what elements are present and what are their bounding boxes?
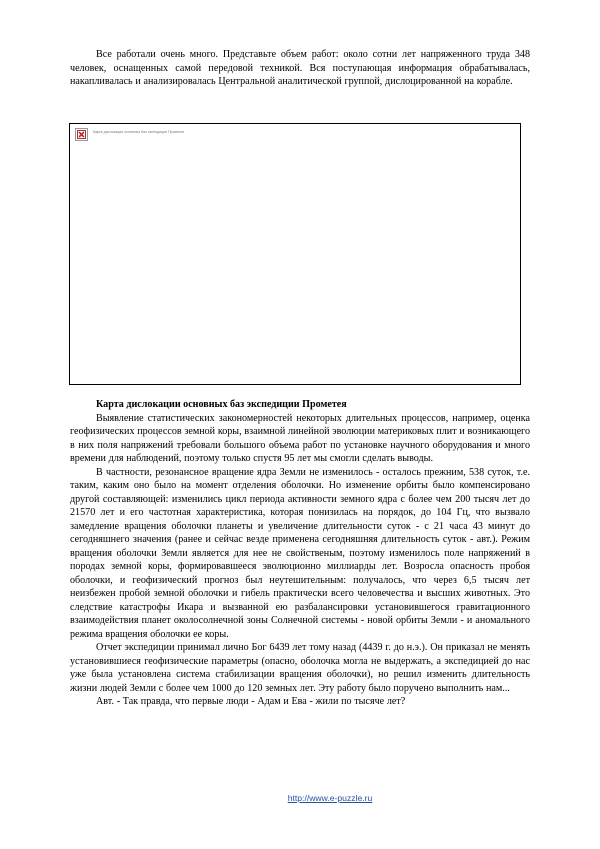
body-paragraph-1: Выявление статистических закономерностей некоторых длительных процессов, например, оценка геофизических процессов земной коры, взаимной линейной эволюции материковых плит и возникающего в них поля напряжений требовали большого объема работ по установке научного оборудования и много времени для наблюдений, поэтому только спустя 95 лет мы смогли сделать выводы. xyxy=(70,412,530,464)
body-paragraph-2: В частности, резонансное вращение ядра Земли не изменилось - осталось прежним, 538 суток, т.е. таким, каким оно было на момент отделения оболочки. Но изменение орбиты было компенсировано другой составляющей: изменились цикл периода активности земного ядра с более чем 200 тысяч лет до 21570 лет и его частотная характеристика, которая понизилась на порядок, до 104 Гц, что вызвало замедление вращения оболочки планеты и увеличение длительности суток - с 21 часа 43 минут до сегодняшнего значения (ранее и сейчас везде применена сегодняшняя длительность суток - авт.). Режим вращения оболочки Земли является для нее не свойственым, поэтому изменилось поле напряжений в породах земной коры, формировавшееся эволюционно миллиарды лет. Возросла опасность пробоя оболочки, и геофизический прогноз был неутешительным: получалось, что через 6,5 тысяч лет неизбежен пробой земной оболочки и гибель практически всего человечества и высших животных. Это следствие катастрофы Икара и вызванной ею разбалансировки установившегося гравитационного взаимодействия планет околосолнечной зоны Солнечной системы - новой орбиты Земли - и аномального режима вращения оболочки ее коры. xyxy=(70,466,530,640)
body-paragraph-4: Авт. - Так правда, что первые люди - Адам и Ева - жили по тысяче лет? xyxy=(96,696,406,707)
figure-caption: Карта дислокации основных баз экспедиции Прометея xyxy=(96,399,347,410)
footer-link[interactable]: http://www.e-puzzle.ru xyxy=(287,793,373,803)
intro-section xyxy=(70,48,530,89)
broken-image-icon xyxy=(75,128,88,141)
body-paragraph-3: Отчет экспедиции принимал лично Бог 6439 лет тому назад (4439 г. до н.э.). Он приказал не менять установившиеся геофизические параметры (опасно, оболочка могла не выдержать, а экспедицией до нас уже была установлена система стабилизации вращения оболочки), но решил изменить длительность жизни людей Земли с более чем 1000 до 120 земных лет. Эту работу было поручено выполнить нам... xyxy=(70,642,530,694)
body-section xyxy=(70,398,530,709)
intro-paragraph: Все работали очень много. Представьте объем работ: около сотни лет напряженного труда 348 человек, оснащенных самой передовой техникой. Вся поступающая информация обрабатывалась, накапливалась и анализировалась Центральной аналитической группой, дислоцированной на корабле. xyxy=(70,49,530,87)
figure-placeholder[interactable] xyxy=(69,123,521,385)
figure-alt-text: Карта дислокации основных баз экспедиции Прометея xyxy=(93,130,185,134)
broken-image-group xyxy=(75,128,184,141)
page-footer xyxy=(0,788,600,806)
